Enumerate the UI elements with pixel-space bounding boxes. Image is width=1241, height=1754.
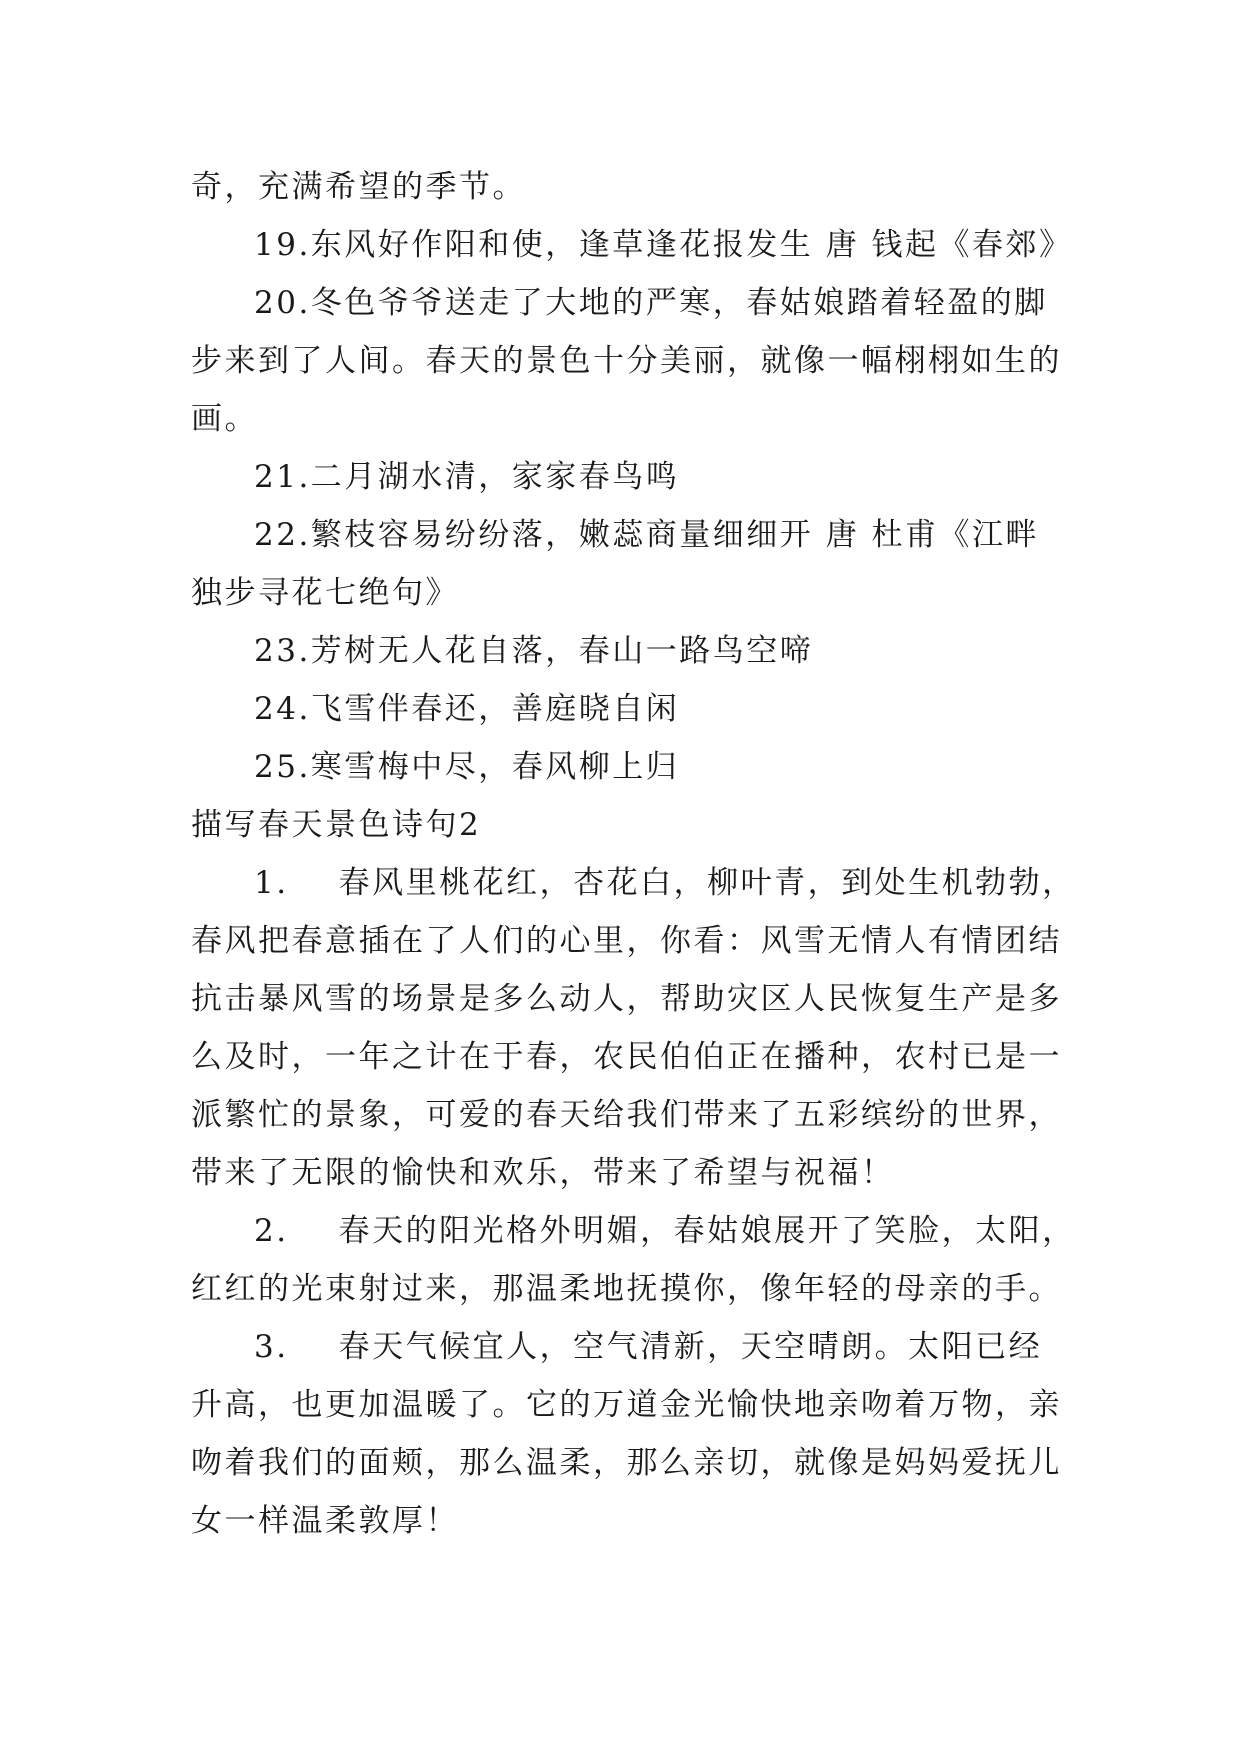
list-number: 3.	[254, 1329, 289, 1365]
text-line	[191, 216, 1071, 274]
line-text: 24.飞雪伴春还，善庭晓自闲	[254, 691, 680, 727]
line-text: 春风里桃花红，杏花白，柳叶青，到处生机勃勃，	[338, 865, 1076, 901]
text-line	[191, 1376, 1071, 1434]
text-line	[191, 912, 1071, 970]
line-text: 画。	[191, 401, 258, 437]
text-line	[191, 332, 1071, 390]
text-line	[191, 506, 1071, 564]
text-line	[191, 796, 1071, 854]
line-text: 春风把春意插在了人们的心里，你看：风雪无情人有情团结	[191, 923, 1062, 959]
text-line	[191, 390, 1071, 448]
line-text: 步来到了人间。春天的景色十分美丽，就像一幅栩栩如生的	[191, 343, 1062, 379]
line-text: 春天气候宜人，空气清新，天空晴朗。太阳已经	[338, 1329, 1043, 1365]
line-text: 红红的光束射过来，那温柔地抚摸你，像年轻的母亲的手。	[191, 1271, 1062, 1307]
document-page	[191, 158, 1076, 1550]
line-text: 带来了无限的愉快和欢乐，带来了希望与祝福！	[191, 1155, 895, 1191]
line-text: 19.东风好作阳和使，逢草逢花报发生 唐 钱起《春郊》	[254, 227, 1073, 263]
line-text: 描写春天景色诗句2	[191, 807, 482, 843]
text-line	[191, 1086, 1071, 1144]
text-line	[191, 274, 1071, 332]
line-text: 25.寒雪梅中尽，春风柳上归	[254, 749, 680, 785]
line-text: 女一样温柔敦厚！	[191, 1503, 459, 1539]
text-line	[191, 1202, 1076, 1260]
text-line	[191, 622, 1071, 680]
text-line	[191, 1434, 1071, 1492]
text-line	[191, 738, 1071, 796]
text-line	[191, 1492, 1071, 1550]
line-text: 23.芳树无人花自落，春山一路鸟空啼	[254, 633, 814, 669]
text-line	[191, 1028, 1071, 1086]
line-text: 升高，也更加温暖了。它的万道金光愉快地亲吻着万物，亲	[191, 1387, 1062, 1423]
line-text: 21.二月湖水清，家家春鸟鸣	[254, 459, 680, 495]
line-text: 派繁忙的景象，可爱的春天给我们带来了五彩缤纷的世界，	[191, 1097, 1062, 1133]
text-line	[191, 1318, 1071, 1376]
line-text: 20.冬色爷爷送走了大地的严寒，春姑娘踏着轻盈的脚	[254, 285, 1048, 321]
text-line	[191, 1144, 1071, 1202]
line-text: 独步寻花七绝句》	[191, 575, 459, 611]
line-text: 奇，充满希望的季节。	[191, 169, 526, 205]
line-text: 22.繁枝容易纷纷落，嫩蕊商量细细开 唐 杜甫《江畔	[254, 517, 1040, 553]
text-line	[191, 448, 1071, 506]
text-line	[191, 158, 1071, 216]
text-line	[191, 564, 1071, 622]
line-text: 么及时，一年之计在于春，农民伯伯正在播种，农村已是一	[191, 1039, 1062, 1075]
line-text: 抗击暴风雪的场景是多么动人，帮助灾区人民恢复生产是多	[191, 981, 1062, 1017]
text-line	[191, 854, 1076, 912]
list-number: 1.	[254, 865, 289, 901]
line-text: 吻着我们的面颊，那么温柔，那么亲切，就像是妈妈爱抚儿	[191, 1445, 1062, 1481]
text-line	[191, 1260, 1071, 1318]
text-line	[191, 970, 1071, 1028]
text-line	[191, 680, 1071, 738]
line-text: 春天的阳光格外明媚，春姑娘展开了笑脸，太阳，	[338, 1213, 1076, 1249]
list-number: 2.	[254, 1213, 289, 1249]
